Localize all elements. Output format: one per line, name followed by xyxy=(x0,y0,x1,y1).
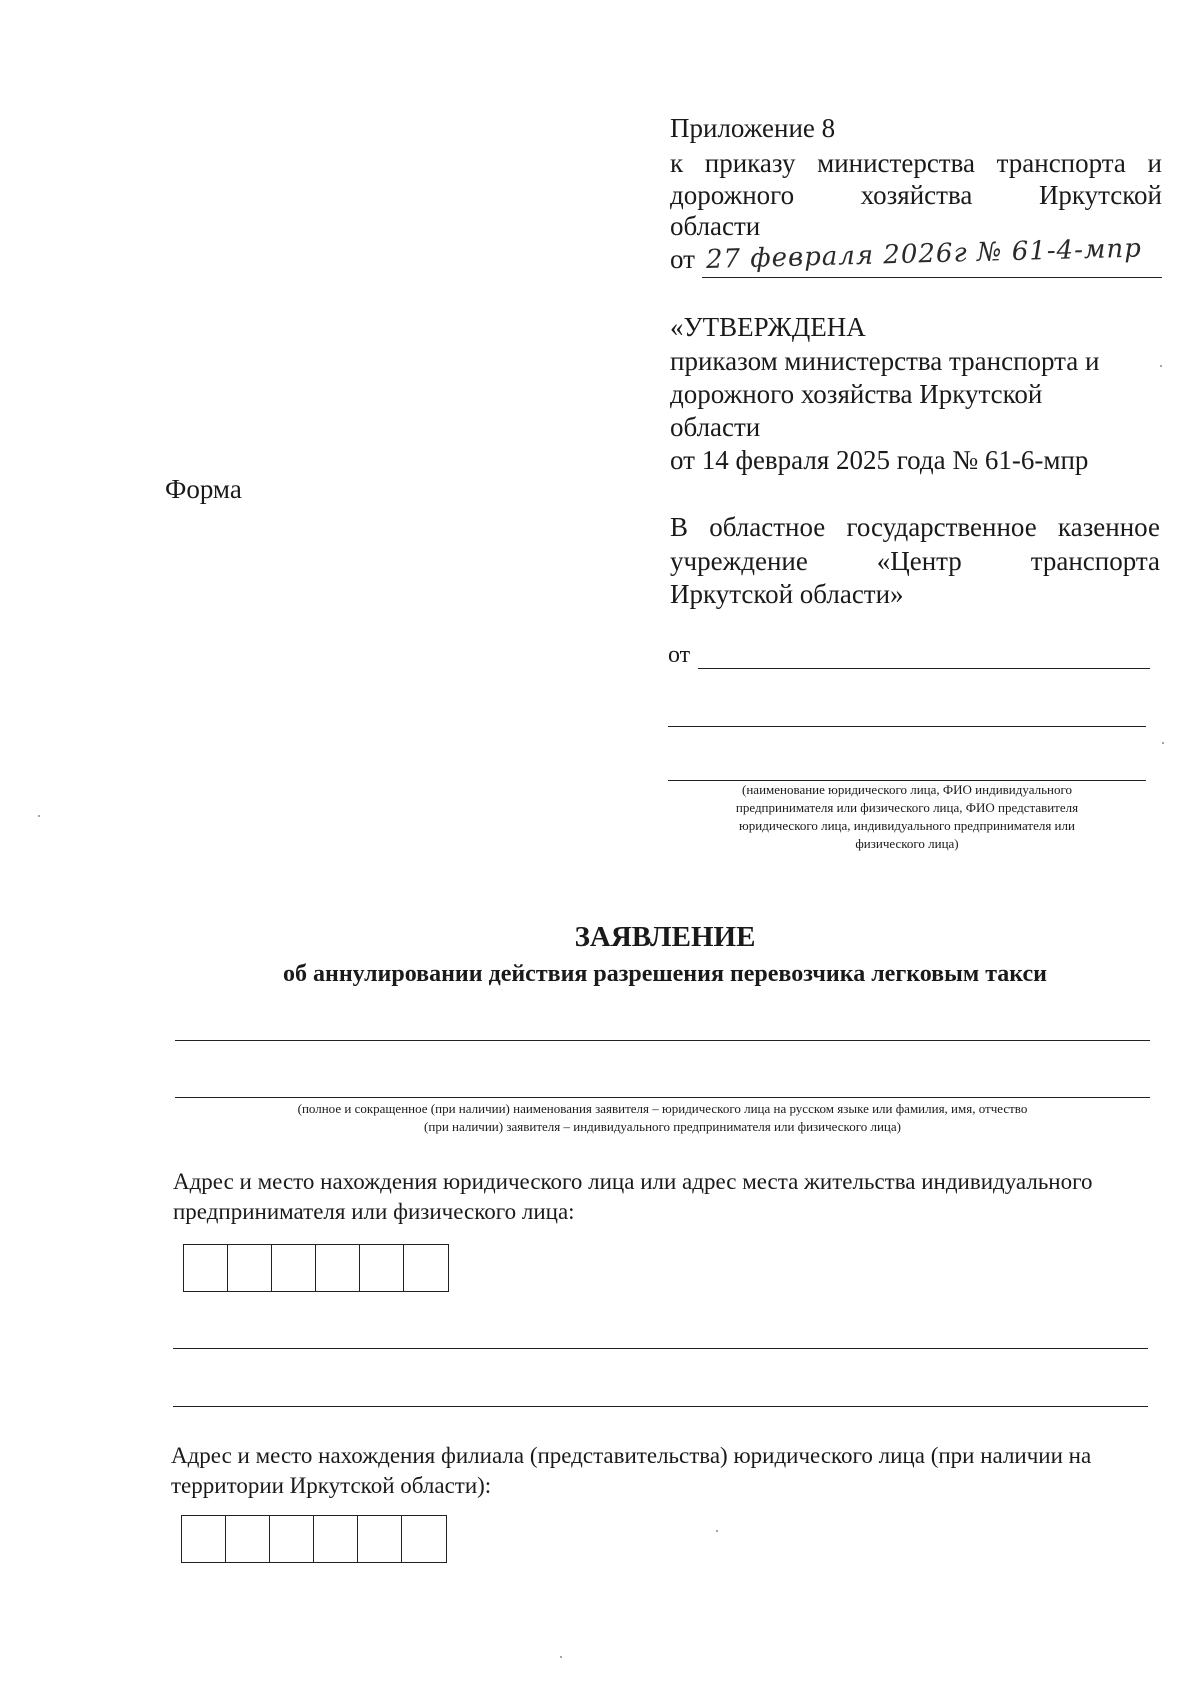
branch-postcode-cell[interactable] xyxy=(402,1516,446,1562)
recipient-line2 xyxy=(670,546,1160,577)
appendix-line2-word1: дорожного xyxy=(670,180,795,210)
recipient-line2-word1: учреждение xyxy=(670,546,808,576)
recipient-line2-word2: «Центр xyxy=(876,546,962,576)
recipient-line3: Иркутской области» xyxy=(670,579,904,609)
address-postcode-cell[interactable] xyxy=(184,1245,228,1291)
address-postcode-cell[interactable] xyxy=(272,1245,316,1291)
applicant-line-1[interactable] xyxy=(175,1040,1150,1041)
appendix-line2 xyxy=(670,180,1162,211)
address-postcode-cell[interactable] xyxy=(404,1245,448,1291)
applicant-caption-line2: (при наличии) заявителя – индивидуального предпринимателя или физического лица) xyxy=(424,1119,901,1134)
applicant-caption xyxy=(175,1100,1150,1136)
branch-postcode-boxes[interactable] xyxy=(181,1515,447,1563)
applicant-caption-line1: (полное и сокращенное (при наличии) наименования заявителя – юридического лица на русском языке или фамилия, имя, отчество xyxy=(297,1101,1028,1116)
applicant-line-2[interactable] xyxy=(175,1097,1150,1098)
sender-caption-line2: предпринимателя или физического лица, ФИО представителя xyxy=(735,800,1079,815)
scan-speck xyxy=(1160,365,1162,367)
branch-postcode-cell[interactable] xyxy=(358,1516,402,1562)
appendix-line1: к приказу министерства транспорта и xyxy=(670,148,1162,178)
appendix-date-handwritten: 27 февраля 2026г № 61-4-мпр xyxy=(705,233,1143,275)
address-label-line2: предпринимателя или физического лица: xyxy=(173,1199,575,1224)
sender-caption xyxy=(668,781,1146,853)
appendix-line2-word2: хозяйства xyxy=(860,180,973,210)
branch-label-line2: территории Иркутской области): xyxy=(171,1473,492,1498)
sender-caption-line4: физического лица) xyxy=(855,836,959,851)
form-label: Форма xyxy=(165,474,242,504)
appendix-line2-word3: Иркутской xyxy=(1038,180,1162,210)
address-postcode-boxes[interactable] xyxy=(183,1244,449,1292)
address-label-line1: Адрес и место нахождения юридического лица или адрес места жительства индивидуального xyxy=(173,1169,1093,1194)
scan-speck xyxy=(560,1656,562,1658)
recipient-line1: В областное государственное казенное xyxy=(670,512,1160,542)
scan-speck xyxy=(38,815,40,817)
address-postcode-cell[interactable] xyxy=(228,1245,272,1291)
appendix-number: Приложение 8 xyxy=(670,113,836,143)
branch-label-line1: Адрес и место нахождения филиала (представительства) юридического лица (при наличии на xyxy=(171,1443,1092,1468)
statement-subtitle: об аннулировании действия разрешения перевозчика легковым такси xyxy=(283,961,1047,987)
sender-prefix: от xyxy=(668,642,691,668)
branch-postcode-cell[interactable] xyxy=(314,1516,358,1562)
address-line-1[interactable] xyxy=(173,1348,1148,1349)
approved-line3: области xyxy=(670,412,761,442)
sender-line-1[interactable] xyxy=(698,668,1150,669)
branch-postcode-cell[interactable] xyxy=(270,1516,314,1562)
statement-title: ЗАЯВЛЕНИЕ xyxy=(574,921,756,953)
sender-caption-line1: (наименование юридического лица, ФИО индивидуального xyxy=(742,782,1072,797)
sender-caption-line3: юридического лица, индивидуального предпринимателя или xyxy=(739,818,1075,833)
approved-title: «УТВЕРЖДЕНА xyxy=(670,312,866,342)
appendix-date-prefix: от xyxy=(670,244,695,274)
approved-line2: дорожного хозяйства Иркутской xyxy=(670,379,1043,409)
appendix-line3: области xyxy=(670,211,761,241)
branch-postcode-cell[interactable] xyxy=(226,1516,270,1562)
branch-postcode-cell[interactable] xyxy=(182,1516,226,1562)
address-postcode-cell[interactable] xyxy=(360,1245,404,1291)
address-postcode-cell[interactable] xyxy=(316,1245,360,1291)
address-line-2[interactable] xyxy=(173,1406,1148,1407)
approved-line4: от 14 февраля 2025 года № 61-6-мпр xyxy=(670,445,1089,475)
scan-speck xyxy=(716,1530,718,1532)
scan-speck xyxy=(1162,742,1164,744)
recipient-line2-word3: транспорта xyxy=(1030,546,1160,576)
sender-line-2[interactable] xyxy=(668,726,1146,727)
appendix-date-underline xyxy=(702,277,1162,278)
approved-line1: приказом министерства транспорта и xyxy=(670,346,1100,376)
